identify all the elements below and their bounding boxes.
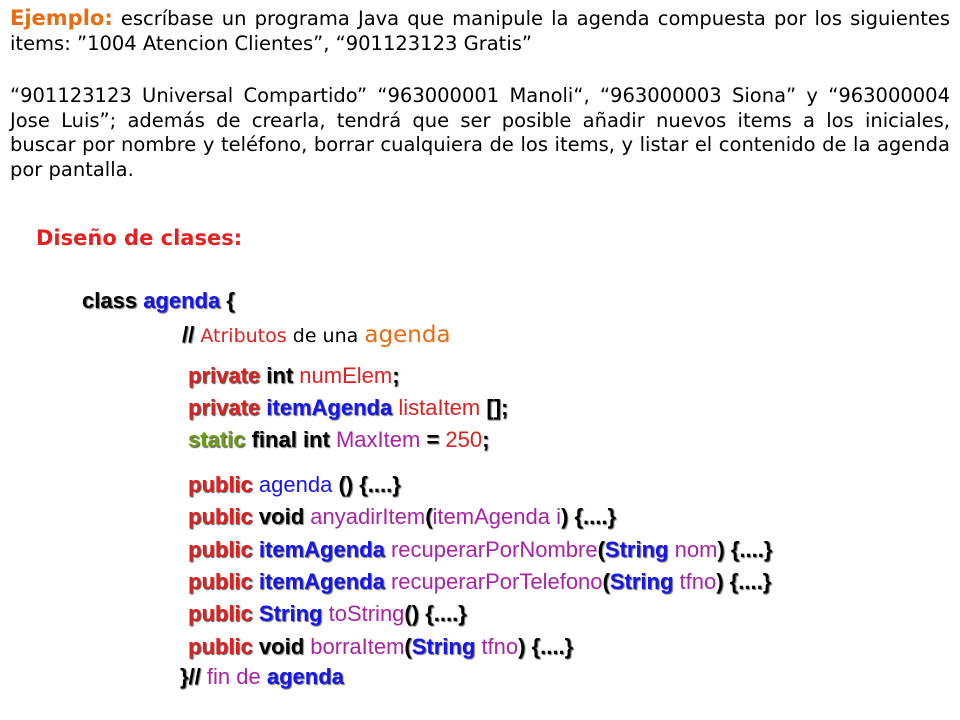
m2-close-paren: ) xyxy=(560,504,569,529)
m3-name: recuperarPorNombre xyxy=(390,537,598,562)
comment-word-de-una: de una xyxy=(292,325,359,347)
m6-modifier: public xyxy=(188,634,253,659)
m3-open-paren: ( xyxy=(597,537,605,562)
class-end-comment: fin de xyxy=(206,664,261,689)
m6-close-paren: ) xyxy=(518,634,526,659)
m3-close-paren: ) xyxy=(717,537,725,562)
class-end-name: agenda xyxy=(266,664,344,689)
m2-body: {....} xyxy=(574,504,617,529)
m4-param-type: String xyxy=(609,569,674,594)
code-method-recuperarpornombre xyxy=(188,537,772,563)
m3-modifier: public xyxy=(188,537,253,562)
code-method-borraitem xyxy=(188,634,573,660)
intro-line1-text: escríbase un programa Java que manipule la agenda compuesta por los siguientes items: ”1004 Atencion Clientes”, “901123123 Gratis” xyxy=(10,7,950,55)
code-method-tostring xyxy=(188,601,467,627)
class-open-brace: { xyxy=(226,288,235,313)
m1-signature: () xyxy=(338,472,354,497)
m2-open-paren: ( xyxy=(425,504,433,529)
code-method-recuperarportelefono xyxy=(188,569,771,595)
comment-word-atributos: Atributos xyxy=(200,325,287,347)
m4-body: {....} xyxy=(729,569,772,594)
m2-return-type: void xyxy=(258,504,305,529)
m6-body: {....} xyxy=(531,634,574,659)
attr3-end: ; xyxy=(482,427,490,452)
m3-param-name: nom xyxy=(674,537,718,562)
m6-open-paren: ( xyxy=(404,634,412,659)
attr3-name: MaxItem xyxy=(335,427,421,452)
m5-signature: () xyxy=(404,601,420,626)
attr3-keyword: final int xyxy=(251,427,330,452)
code-method-anyadiritem xyxy=(188,504,616,530)
m2-param-name: i xyxy=(556,504,561,529)
code-attr-maxitem xyxy=(188,427,489,453)
attr1-modifier: private xyxy=(188,363,261,388)
m6-param-type: String xyxy=(411,634,476,659)
attr1-type: int xyxy=(266,363,294,388)
m4-param-name: tfno xyxy=(679,569,717,594)
code-class-line xyxy=(82,288,235,314)
m3-return-type: itemAgenda xyxy=(258,537,385,562)
m2-name: anyadirItem xyxy=(310,504,426,529)
attr2-type: itemAgenda xyxy=(266,395,393,420)
m2-param-type: itemAgenda xyxy=(432,504,550,529)
m6-return-type: void xyxy=(258,634,305,659)
m4-close-paren: ) xyxy=(716,569,724,594)
attr3-modifier: static xyxy=(188,427,246,452)
intro-paragraph-1 xyxy=(10,6,950,56)
intro-label: Ejemplo: xyxy=(10,6,113,30)
m6-param-name: tfno xyxy=(481,634,519,659)
m5-name: toString xyxy=(328,601,405,626)
code-method-constructor xyxy=(188,472,401,498)
m3-param-type: String xyxy=(604,537,669,562)
attr1-end: ; xyxy=(392,363,400,388)
m4-modifier: public xyxy=(188,569,253,594)
m5-modifier: public xyxy=(188,601,253,626)
m2-modifier: public xyxy=(188,504,253,529)
code-attr-listaitem xyxy=(188,395,508,421)
comment-slashes: // xyxy=(182,322,195,347)
class-keyword: class xyxy=(82,288,138,313)
m1-modifier: public xyxy=(188,472,253,497)
m4-open-paren: ( xyxy=(602,569,610,594)
attr2-end: []; xyxy=(486,395,509,420)
attr2-modifier: private xyxy=(188,395,261,420)
class-end-brace: }// xyxy=(180,664,201,689)
m1-body: {....} xyxy=(359,472,401,497)
m6-name: borraItem xyxy=(310,634,405,659)
intro-paragraph-2: “901123123 Universal Compartido” “963000001 Manoli“, “963000003 Siona” y “963000004 Jose Luis”; además de crearla, tendrá que ser posible añadir nuevos items a los iniciales, buscar por nombre y teléfono, borrar cualquiera de los items, y listar el contenido de la agenda por pantalla. xyxy=(10,84,950,181)
code-class-end xyxy=(180,664,344,690)
m3-body: {....} xyxy=(730,537,773,562)
m4-name: recuperarPorTelefono xyxy=(390,569,603,594)
m5-body: {....} xyxy=(425,601,467,626)
attr1-name: numElem xyxy=(299,363,393,388)
code-attr-numelem xyxy=(188,363,400,389)
comment-word-agenda: agenda xyxy=(364,322,451,348)
class-name: agenda xyxy=(143,288,221,313)
section-heading: Diseño de clases: xyxy=(36,226,243,250)
attr2-name: listaItem xyxy=(398,395,481,420)
code-comment-line xyxy=(182,322,451,349)
attr3-equals: = xyxy=(426,427,440,452)
attr3-value: 250 xyxy=(445,427,483,452)
m5-return-type: String xyxy=(258,601,323,626)
m4-return-type: itemAgenda xyxy=(258,569,385,594)
m1-name: agenda xyxy=(258,472,333,497)
